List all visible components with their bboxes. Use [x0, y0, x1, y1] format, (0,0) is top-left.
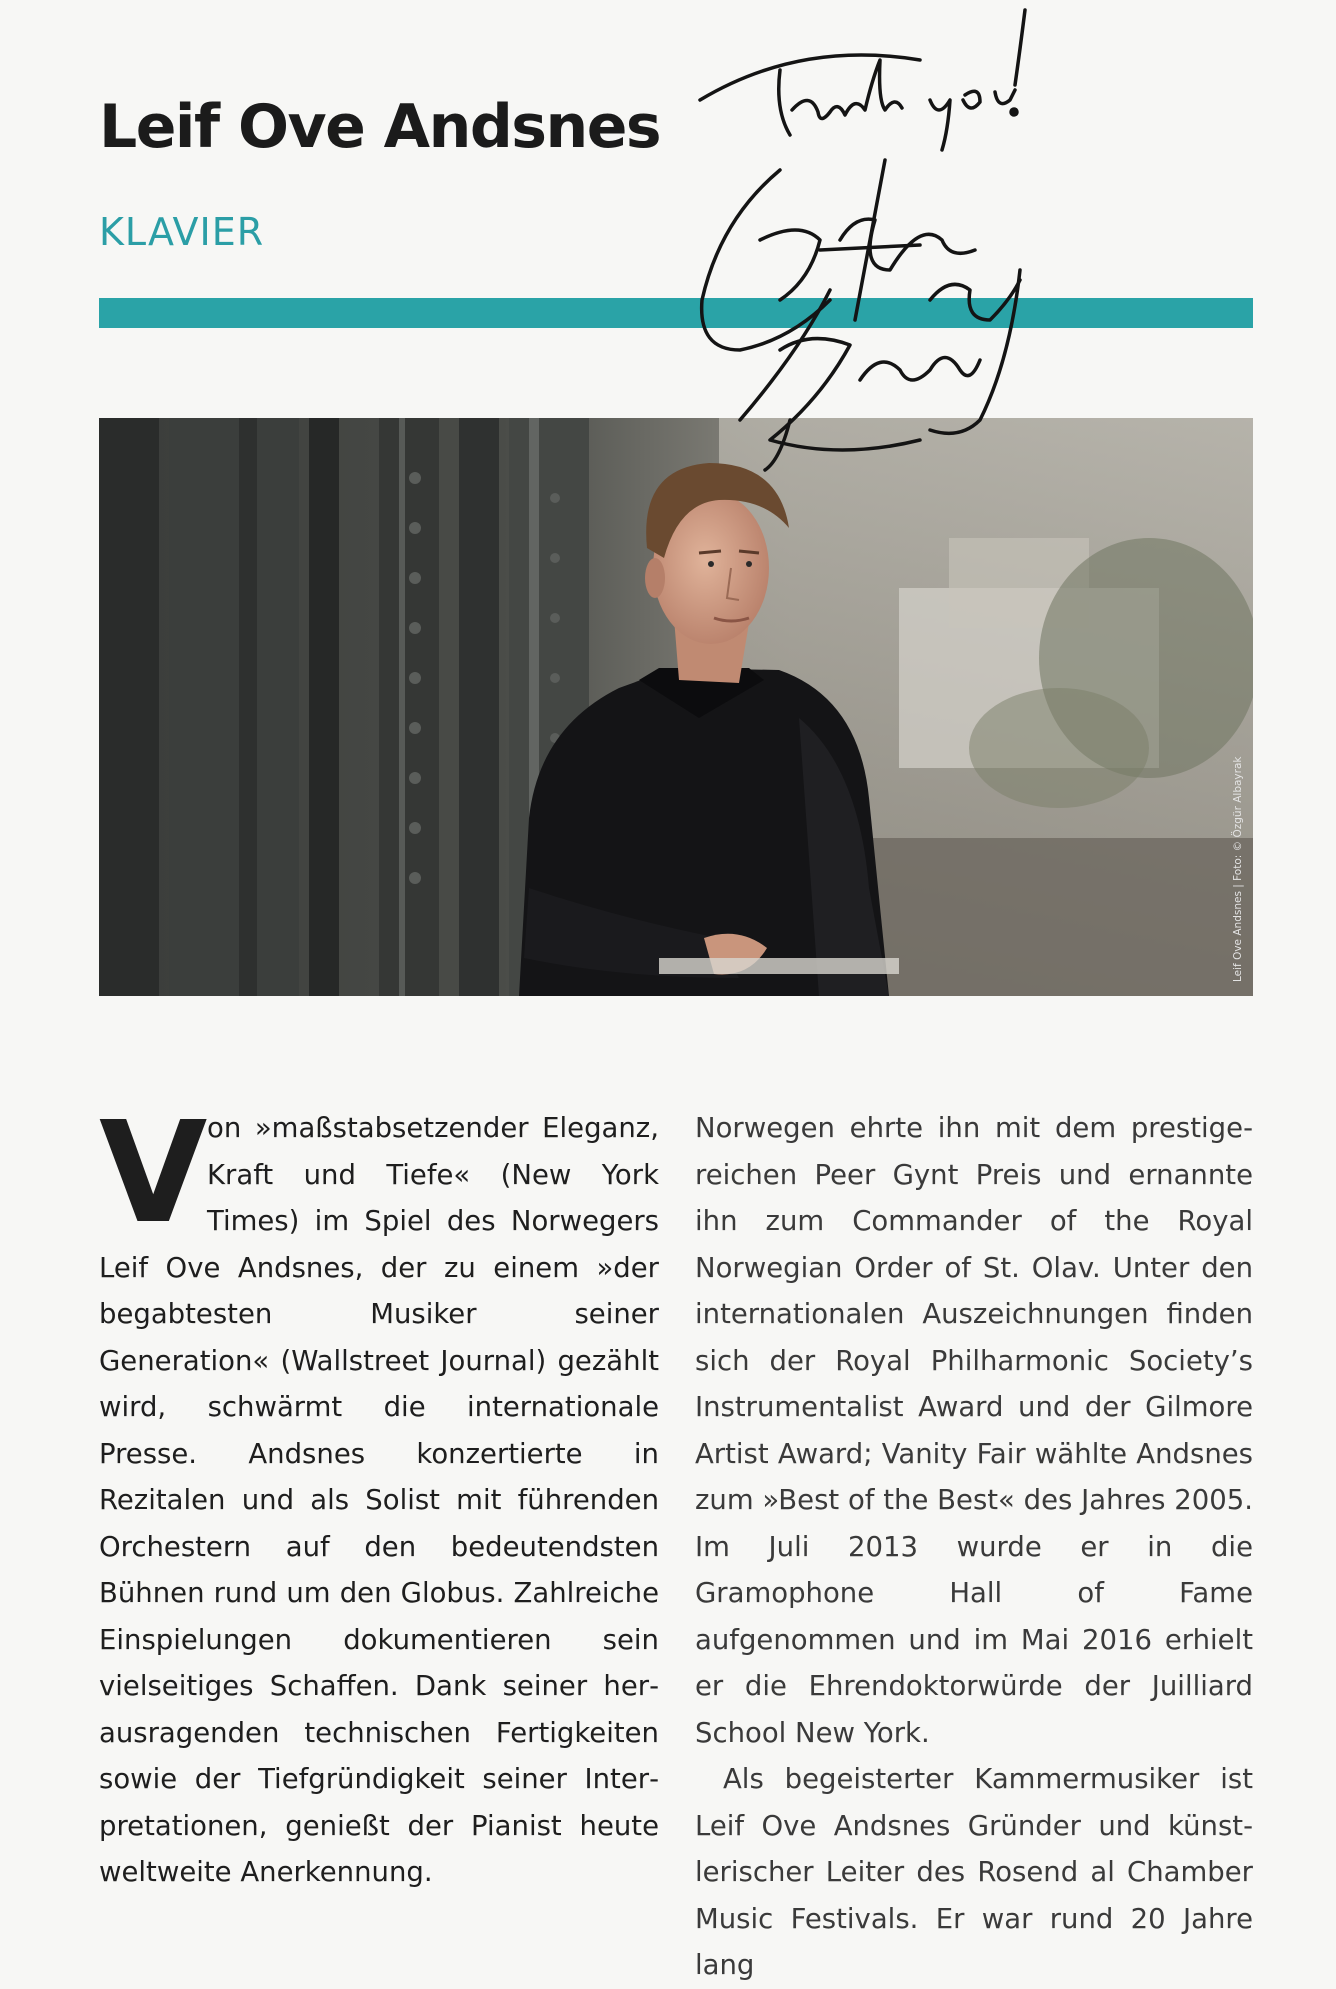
article-column-right [695, 1105, 1253, 1989]
photo-credit: Leif Ove Andsnes | Foto: © Özgür Albayrak [1232, 756, 1244, 982]
artist-photo-illustration [99, 418, 1253, 996]
article-chamber-music-paragraph: Als begeisterter Kammermusiker ist Leif Ove Andsnes Gründer und künstlerischer Leiter des Rosend al Chamber Music Festivals. Er war rund 20 Jahre lang [695, 1763, 1253, 1981]
instrument-subtitle: KLAVIER [99, 210, 265, 254]
article-column-left [99, 1092, 659, 1896]
article-intro-paragraph: on »maßstabsetzender Eleganz, Kraft und Tiefe« (New York Times) im Spiel des Norwegers Leif Ove Andsnes, der zu einem »der begabtesten Musiker seiner Generation« (Wallstreet Journal) gezählt wird, schwärmt die internationale Presse. Andsnes konzertierte in Rezitalen und als Solist mit führenden Orchestern auf den bedeutendsten Bühnen rund um den Globus. Zahlreiche Einspielungen dokumentieren sein vielseitiges Schaffen. Dank seiner herausragenden technischen Fertigkeiten sowie der Tiefgründigkeit seiner Interpretationen, genießt der Pianist heute weltweite Anerkennung. [99, 1112, 659, 1888]
accent-bar [99, 298, 1253, 328]
artist-photo [99, 418, 1253, 996]
drop-cap: V [99, 1092, 208, 1255]
page-title: Leif Ove Andsnes [99, 92, 661, 162]
article-honors-paragraph: Norwegen ehrte ihn mit dem prestigereichen Peer Gynt Preis und ernannte ihn zum Commander of the Royal Norwegian Order of St. Olav. Unter den internationalen Auszeichnungen finden sich der Royal Philharmonic Society’s Instrumentalist Award und der Gilmore Artist Award; Vanity Fair wählte Andsnes zum »Best of the Best« des Jahres 2005. Im Juli 2013 wurde er in die Gramophone Hall of Fame aufgenommen und im Mai 2016 erhielt er die Ehrendoktorwürde der Juilliard School New York. [695, 1112, 1253, 1749]
